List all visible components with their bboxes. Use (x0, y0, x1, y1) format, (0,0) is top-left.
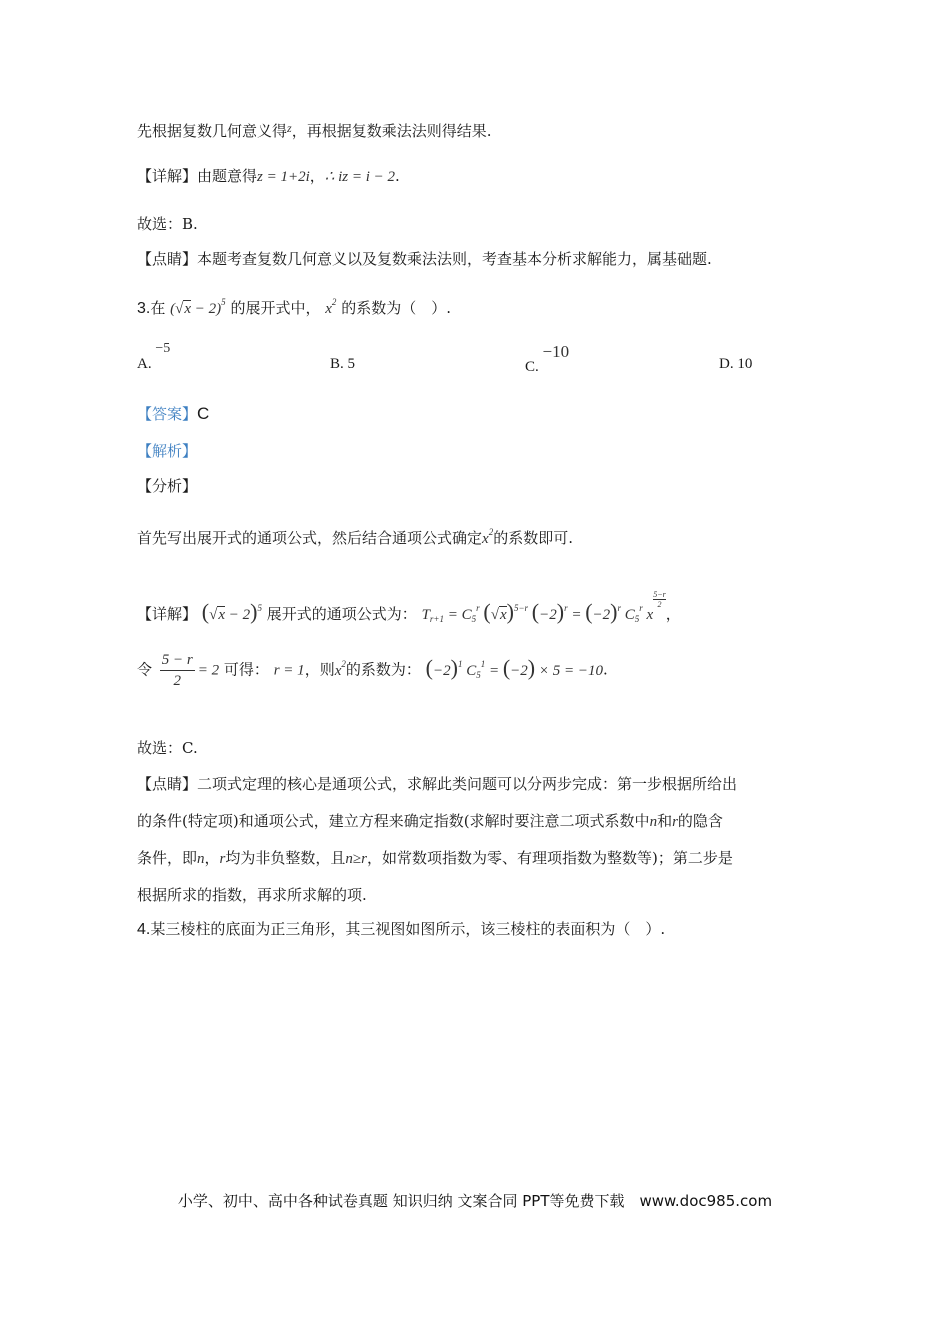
expression-binomial-2: $(√x - 2)^5$ (201, 599, 262, 624)
option-c[interactable]: C. −10 (525, 342, 570, 375)
choose-c: 故选：C. (137, 739, 198, 757)
analysis-label: 【解析】 (137, 442, 198, 460)
fenxi-label: 【分析】 (137, 477, 198, 495)
question-4: 4.某三棱柱的底面为正三角形，其三视图如图所示，该三棱柱的表面积为（ ）. (137, 920, 666, 938)
expression-binomial: $(√x - 2)^5$ (170, 297, 226, 317)
fenxi-text: 首先写出展开式的通项公式，然后结合通项公式确定$x^2$的系数即可. (137, 527, 573, 547)
choose-b: 故选：B. (137, 215, 198, 233)
comment2-line-4: 根据所求的指数，再求所求解的项. (137, 886, 367, 904)
equation-iz: ∴ iz = i − 2 (324, 169, 396, 185)
comment2-line-1: 【点睛】二项式定理的核心是通项公式，求解此类问题可以分两步完成：第一步根据所给出 (137, 775, 738, 793)
answer-label: 【答案】 (137, 405, 198, 423)
question-number: 4. (137, 921, 151, 938)
detail-label: 【详解】 (137, 167, 198, 185)
let-line: 令 $\frac{5 - r}{2}$ = 2 可得： r = 1，则$x^2$的系数为： $(-2)^1$ $C_5^1 = (-2) \times 5 = -10$. (137, 652, 608, 689)
line1-text-b: ，再根据复数乘法法则得结果. (291, 122, 492, 140)
equation-z: z = 1+2i (257, 169, 310, 185)
comment2-line-3: 条件，即n，r均为非负整数，且n≥r，如常数项指数为零、有理项指数为整数等)；第二步是 (137, 849, 733, 867)
comment-label: 【点睛】 (137, 250, 198, 268)
line1-text: 先根据复数几何意义得 (137, 122, 288, 140)
comment2-line-2: 的条件(特定项)和通项公式，建立方程来确定指数(求解时要注意二项式系数中n和r的隐含 (137, 812, 723, 830)
coefficient-calc: $(-2)^1$ $C_5^1 = (-2) \times 5 = -10$ (425, 654, 603, 680)
comment-line-1: 【点睛】本题考查复数几何意义以及复数乘法法则，考查基本分析求解能力，属基础题. (137, 250, 712, 268)
question-3: 3.在 $(√x - 2)^5$ 的展开式中， $x^2$ 的系数为（ ）. (137, 297, 451, 317)
answer-value: C (197, 404, 210, 423)
option-b[interactable]: B. 5 (330, 356, 356, 372)
detail-line-2: 【详解】 $(√x - 2)^5$ 展开式的通项公式为： $T_{r+1} = C_5^r$ $(√x)^{5-r}$ $(-2)^r = (-2)^r$ $C_5^r$ x $\frac{5-r}{2}$， (137, 590, 681, 624)
text-line-1: 先根据复数几何意义得$^z$，再根据复数乘法法则得结果. (137, 121, 492, 140)
expression-x2: $x^2$ (325, 297, 337, 317)
answer-line (137, 404, 209, 424)
option-d[interactable]: D. 10 (719, 356, 753, 372)
option-a[interactable]: A. −5 (137, 341, 171, 372)
question-number: 3. (137, 300, 151, 317)
general-term-formula: $T_{r+1} = C_5^r$ $(√x)^{5-r}$ $(-2)^r = (-2)^r$ $C_5^r$ x $\frac{5-r}{2}$ (421, 590, 666, 624)
detail-line-1: 【详解】由题意得z = 1+2i，∴ iz = i − 2. (137, 167, 400, 185)
fraction-5-r-over-2: $\frac{5 - r}{2}$ (161, 652, 193, 689)
page-footer: 小学、初中、高中各种试卷真题 知识归纳 文案合同 PPT等免费下载 www.doc985.com (177, 1192, 773, 1210)
